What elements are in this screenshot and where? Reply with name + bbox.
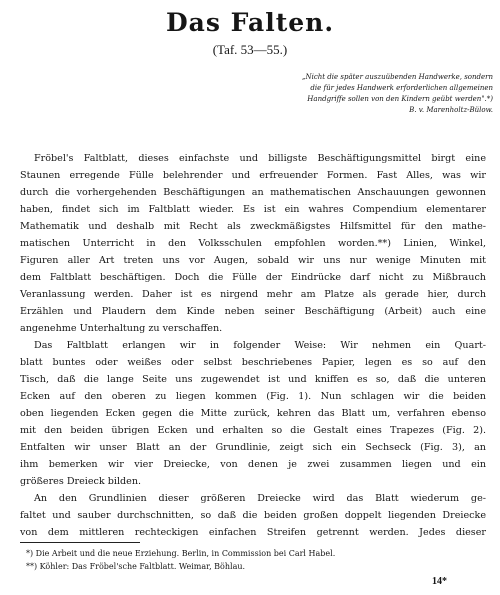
body-line: angenehme Unterhaltung zu verschaffen.: [20, 323, 223, 334]
epigraph-quote: [265, 72, 493, 116]
body-line: haben, findet sich im Faltblatt wieder. Es ist ein wahres Compendium elementarer: [20, 204, 486, 215]
footnote: **) Köhler: Das Fröbel'sche Faltblatt. Weimar, Böhlau.: [26, 562, 246, 571]
body-line: mit den beiden übrigen Ecken und erhalten so die Gestalt eines Trapezes (Fig. 2).: [20, 425, 486, 436]
body-line: dem Faltblatt beschäftigen. Doch die Fülle der Eindrücke darf nicht zu Mißbrauch: [20, 272, 486, 283]
body-line: Staunen erregende Fülle belehrender und erfreuender Formen. Fast Alles, was wir: [20, 170, 486, 181]
body-line: blatt buntes oder weißes oder selbst beschriebenes Papier, legen es so auf den: [20, 357, 486, 368]
body-line: An den Grundlinien dieser größeren Dreiecke wird das Blatt wiederum ge-: [34, 493, 486, 504]
footnote-divider: [20, 542, 140, 543]
epigraph-line: die für jedes Handwerk erforderlichen allgemeinen: [310, 84, 493, 92]
body-line: Ecken auf den oberen zu liegen kommen (Fig. 1). Nun schlagen wir die beiden: [20, 391, 486, 402]
body-line: größeres Dreieck bilden.: [20, 476, 142, 487]
body-line: von dem mittleren rechteckigen einfachen Streifen getrennt werden. Jedes dieser: [20, 527, 486, 538]
epigraph-author: B. v. Marenholtz-Bülow.: [409, 106, 493, 114]
footnotes: [26, 547, 496, 573]
footnote: *) Die Arbeit und die neue Erziehung. Berlin, in Commission bei Carl Habel.: [26, 549, 336, 558]
page-title: Das Falten.: [165, 8, 335, 37]
body-line: faltet und sauber durchschnitten, so daß die beiden großen doppelt liegenden Dreiecke: [20, 510, 486, 521]
body-line: ihm bemerken wir vier Dreiecke, von denen je zwei zusammen liegen und ein: [20, 459, 486, 470]
body-line: Tisch, daß die lange Seite uns zugewendet ist und kniffen es so, daß die unteren: [20, 374, 486, 385]
body-line: Erzählen und Plaudern dem Kinde neben seiner Beschäftigung (Arbeit) auch eine: [20, 306, 486, 317]
body-line: matischen Unterricht in den Volksschulen empfohlen worden.**) Linien, Winkel,: [20, 238, 486, 249]
body-line: durch die vorhergehenden Beschäftigungen an mathematischen Anschauungen gewonnen: [20, 187, 486, 198]
body-line: oben liegenden Ecken gegen die Mitte zurück, kehren das Blatt um, verfahren ebenso: [20, 408, 486, 419]
sheet-signature: 14*: [432, 576, 447, 587]
body-line: Mathematik und deshalb mit Recht als zweckmäßigstes Hilfsmittel für den mathe-: [20, 221, 486, 232]
body-line: Entfalten wir unser Blatt an der Grundlinie, zeigt sich ein Sechseck (Fig. 3), an: [20, 442, 486, 453]
body-line: Figuren aller Art treten uns vor Augen, sobald wir uns nur wenige Minuten mit: [20, 255, 486, 266]
plate-reference: (Taf. 53—55.): [212, 42, 288, 57]
body-line: Das Faltblatt erlangen wir in folgender Weise: Wir nehmen ein Quart-: [34, 340, 486, 351]
epigraph-line: Handgriffe sollen von den Kindern geübt werden".*): [307, 95, 493, 103]
body-line: Fröbel's Faltblatt, dieses einfachste und billigste Beschäftigungsmittel birgt eine: [34, 153, 486, 164]
body-text: [20, 150, 486, 541]
epigraph-line: „Nicht die später auszuübenden Handwerke, sondern: [301, 73, 493, 81]
body-line: Veranlassung werden. Daher ist es nirgend mehr am Platze als gerade hier, durch: [20, 289, 486, 300]
